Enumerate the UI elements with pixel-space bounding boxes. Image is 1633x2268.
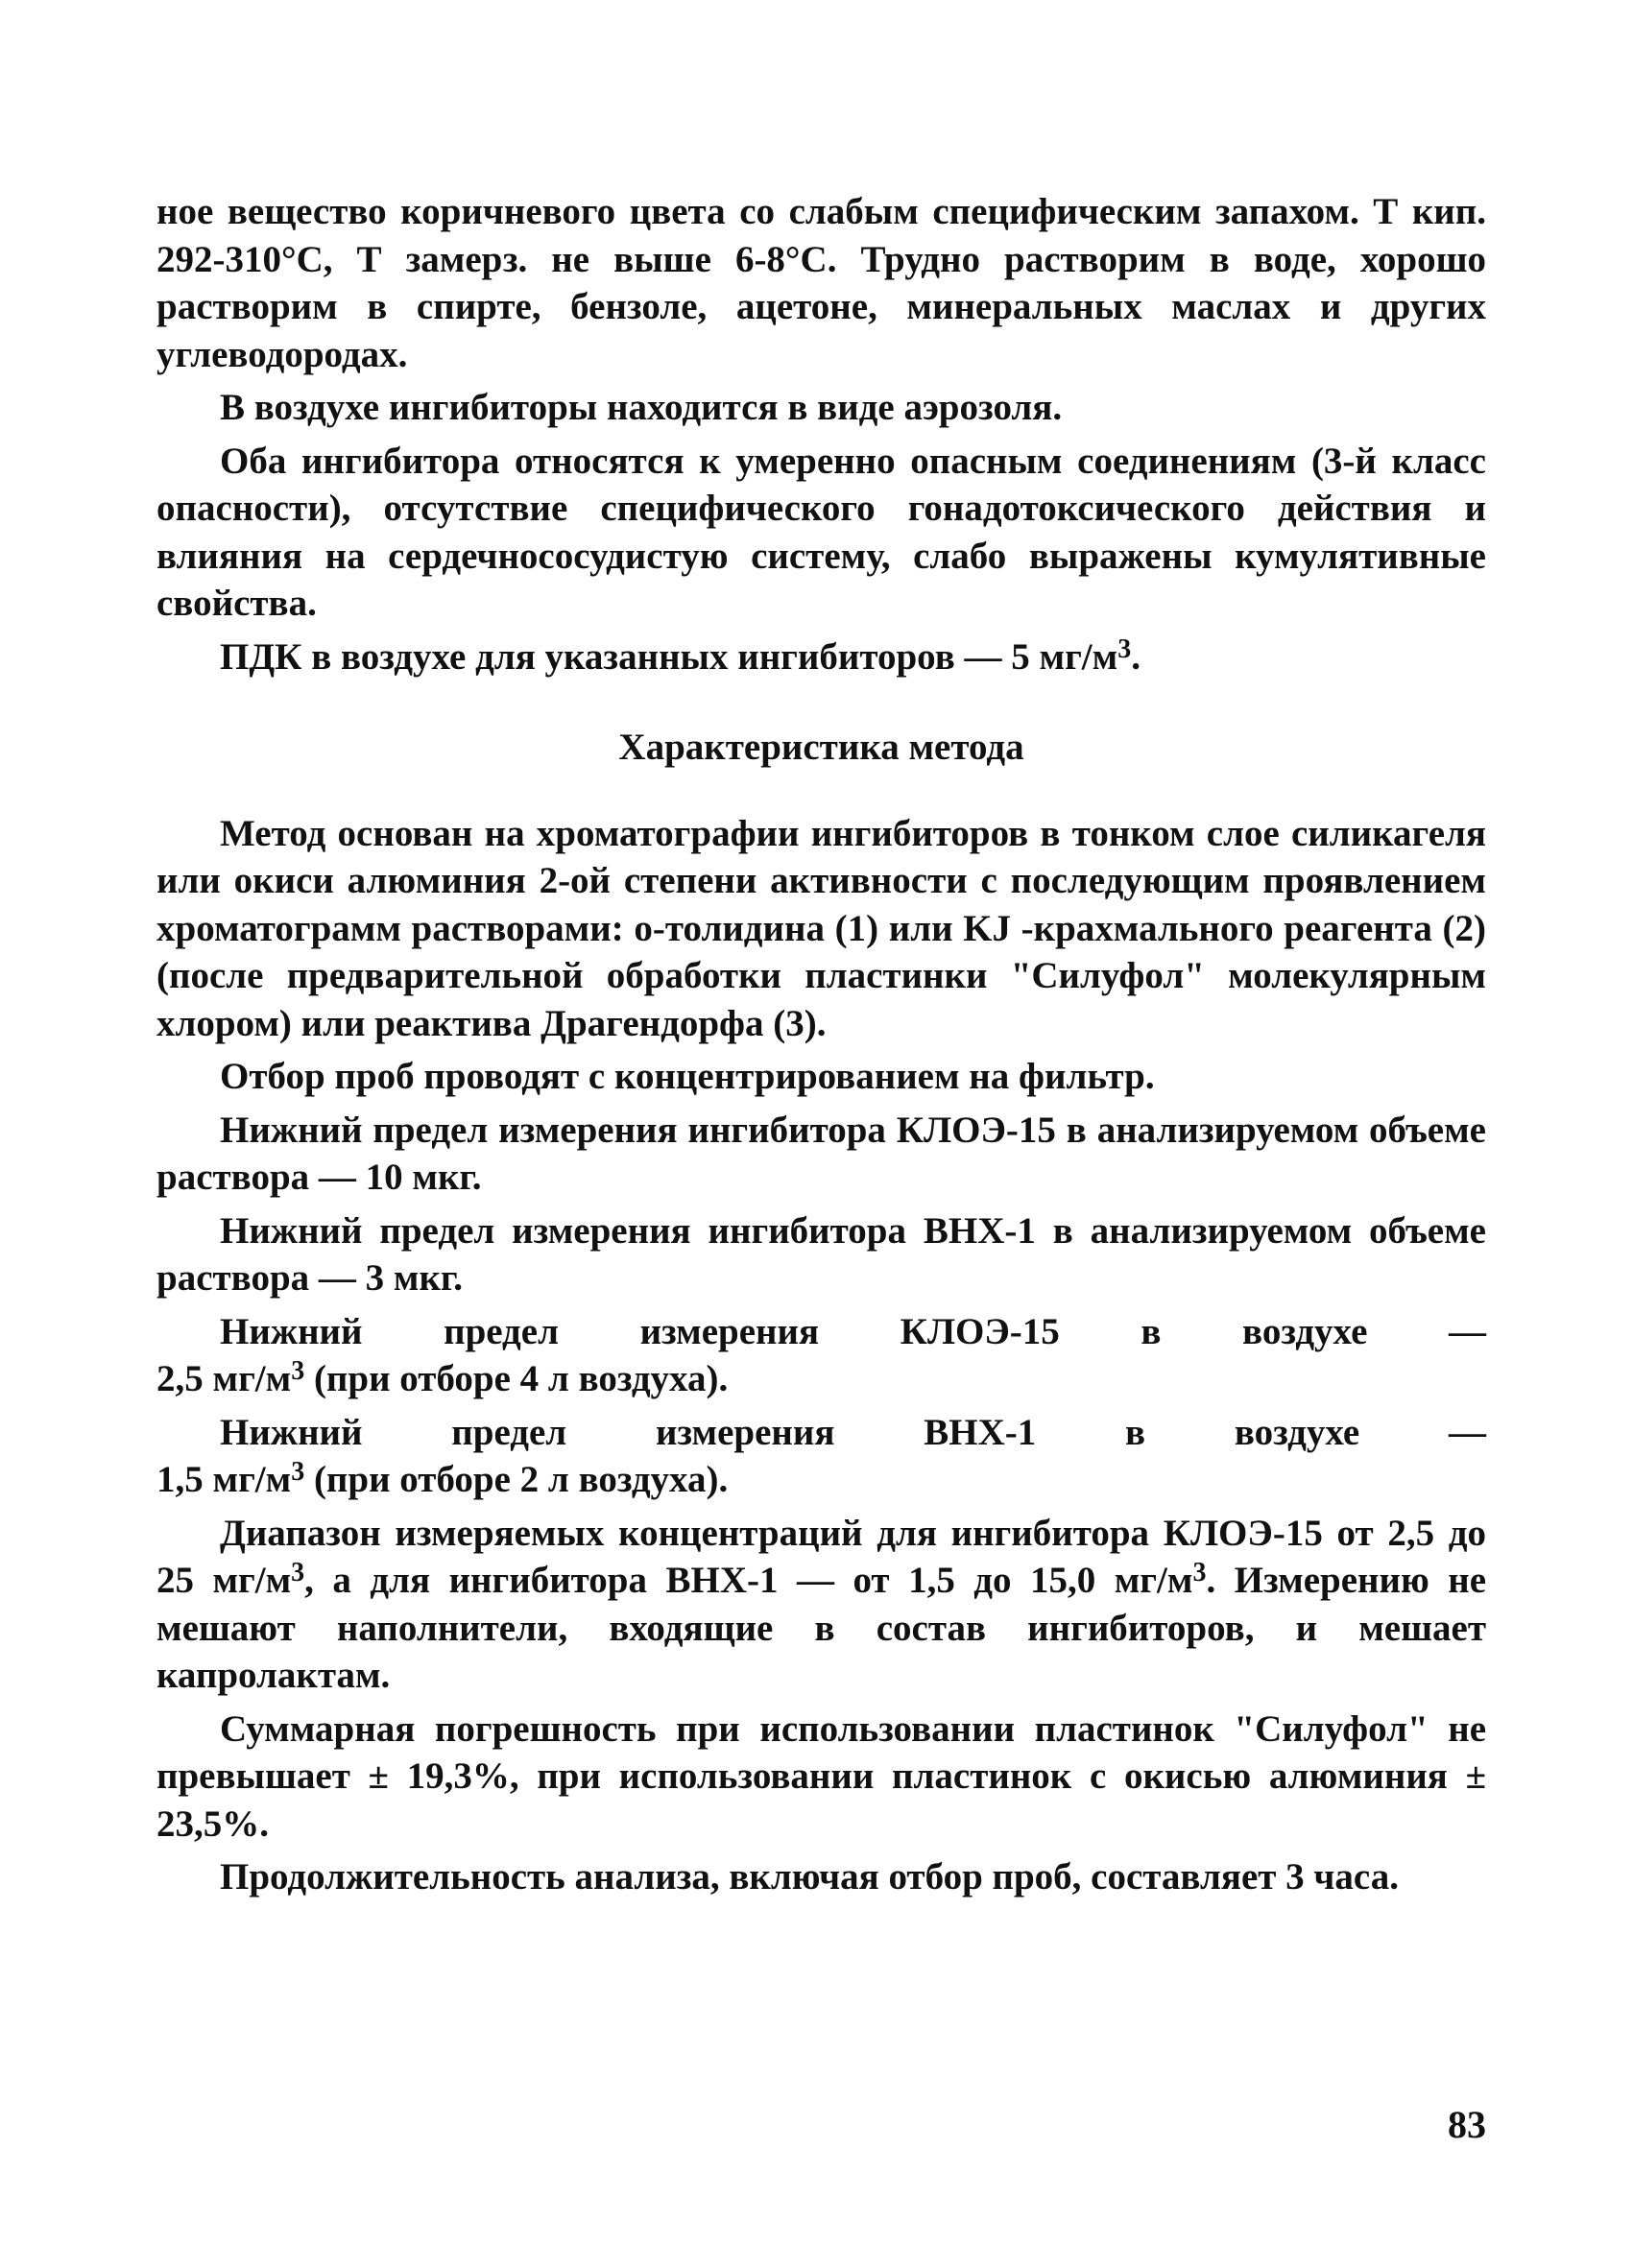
paragraph: Суммарная погрешность при использовании пластинок "Силуфол" не превышает ± 19,3%, при использовании пластинок с окисью алюминия ± 23,5%.: [156, 1707, 1486, 1845]
paragraph: В воздухе ингибиторы находится в виде аэрозоля.: [220, 387, 1063, 428]
superscript: 3: [1117, 633, 1132, 664]
paragraph-text: (при отборе 4 л воздуха).: [304, 1358, 729, 1399]
superscript: 3: [291, 1356, 305, 1386]
paragraph-text: . Измерению не мешают наполнители, входящие в состав ингибиторов, и мешает капролактам.: [156, 1560, 1487, 1696]
paragraph: Продолжительность анализа, включая отбор проб, составляет 3 часа.: [220, 1856, 1399, 1898]
paragraph-text: .: [1131, 635, 1141, 678]
paragraph: [156, 1456, 1486, 1504]
paragraph: Нижний предел измерения КЛОЭ-15 в воздухе —: [220, 1310, 1486, 1352]
paragraph: [156, 633, 1486, 681]
paragraph: Нижний предел измерения ингибитора ВНХ-1 в анализируемом объеме раствора — 3 мкг.: [156, 1209, 1486, 1299]
superscript: 3: [1192, 1558, 1207, 1588]
paragraph-text: (при отборе 2 л воздуха).: [304, 1459, 729, 1500]
paragraph: Оба ингибитора относятся к умеренно опасным соединениям (3-й класс опасности), отсутствие специфического гонадотоксического действия и влияния на сердечнососудистую систему, слабо выражены кумулятивные свойства.: [156, 440, 1486, 624]
paragraph: Метод основан на хроматографии ингибиторов в тонком слое силикагеля или окиси алюминия 2-ой степени активности с последующим проявлением хроматограмм растворами: о-толидина (1) или KJ -крахмального реагента (2) (после предварительной обработки пластинки "Силуфол" молекулярным хлором) или реактива Драгендорфа (3).: [156, 812, 1486, 1044]
superscript: 3: [291, 1558, 305, 1588]
paragraph: Отбор проб проводят с концентрированием на фильтр.: [220, 1056, 1155, 1097]
page-body: [156, 188, 1486, 1901]
paragraph: Нижний предел измерения ВНХ-1 в воздухе —: [220, 1411, 1486, 1453]
paragraph-text: ПДК в воздухе для указанных ингибиторов — 5 мг/м: [220, 635, 1118, 678]
paragraph: [156, 1355, 1486, 1403]
paragraph: Нижний предел измерения ингибитора КЛОЭ-15 в анализируемом объеме раствора — 10 мкг.: [156, 1109, 1486, 1198]
paragraph-text: , а для ингибитора ВНХ-1 — от 1,5 до 15,0 мг/м: [304, 1560, 1193, 1601]
paragraph: ное вещество коричневого цвета со слабым специфическим запахом. Т кип. 292-310°С, Т замерз. не выше 6-8°С. Трудно растворим в воде, хорошо растворим в спирте, бензоле, ацетоне, минеральных маслах и других углеводородах.: [156, 191, 1486, 375]
paragraph-text: 2,5 мг/м: [156, 1358, 292, 1399]
section-heading: Характеристика метода: [618, 727, 1024, 768]
paragraph-text: 1,5 мг/м: [156, 1459, 292, 1500]
paragraph-text: Диапазон измеряемых концентраций для ингибитора КЛОЭ-15 от 2,5 до 25 мг/м: [156, 1512, 1486, 1601]
superscript: 3: [291, 1457, 305, 1487]
page-number: 83: [1448, 2103, 1486, 2146]
paragraph: [156, 1510, 1486, 1700]
